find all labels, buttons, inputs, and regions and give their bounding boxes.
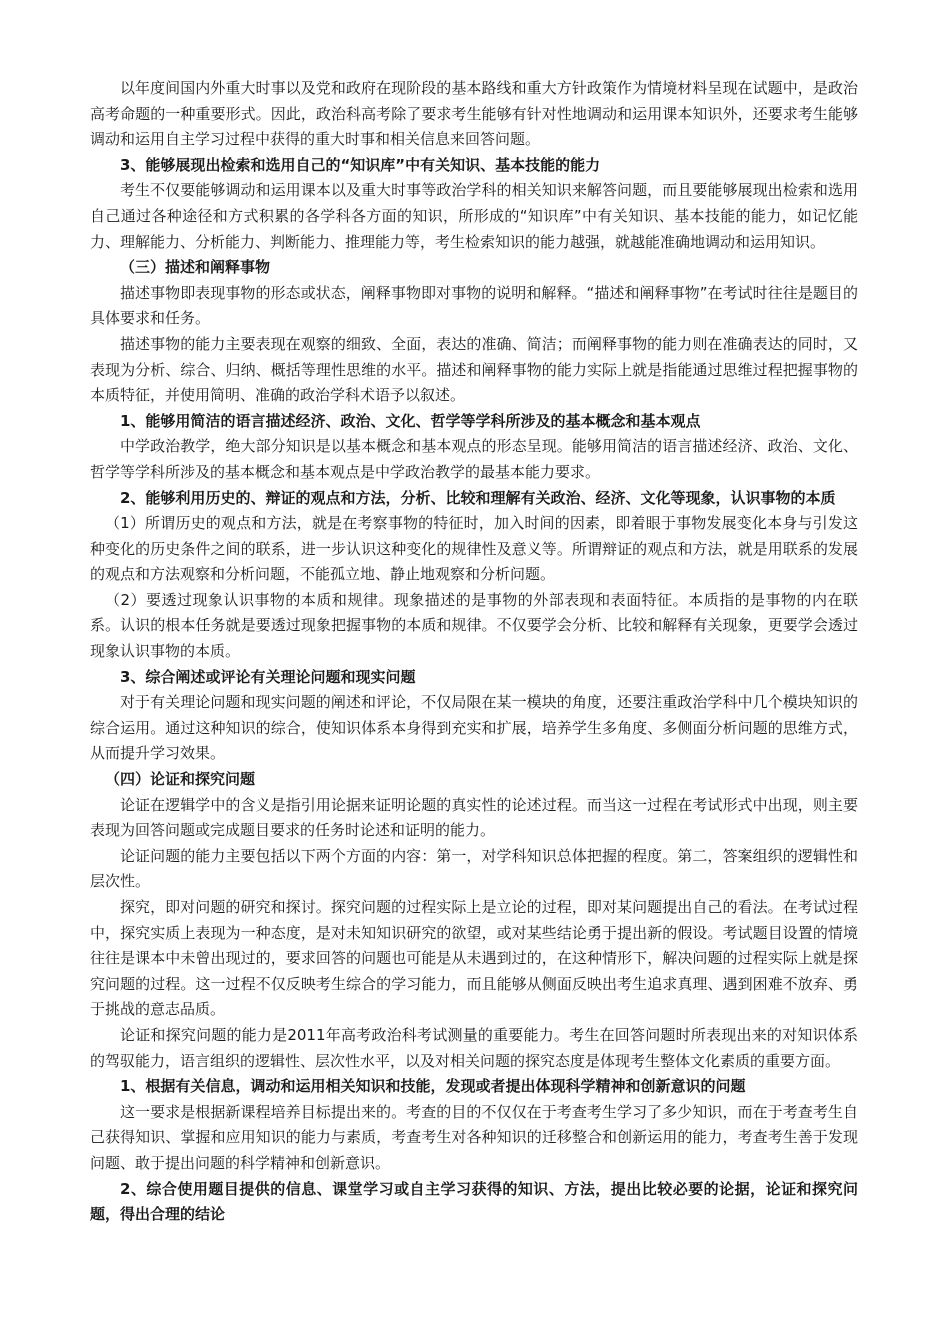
paragraph: 中学政治教学，绝大部分知识是以基本概念和基本观点的形态呈现。能够用简洁的语言描述经济、政治、文化、哲学等学科所涉及的基本概念和基本观点是中学政治教学的最基本能力要求。 [90,437,858,481]
section-heading: （四）论证和探究问题 [105,770,256,789]
paragraph: 考生不仅要能够调动和运用课本以及重大时事等政治学科的相关知识来解答问题，而且要能够展现出检索和选用自己通过各种途径和方式积累的各学科各方面的知识，所形成的“知识库”中有关知识、基本技能的能力，如记忆能力、理解能力、分析能力、判断能力、推理能力等，考生检索知识的能力越强，就越能准确地调动和运用知识。 [90,181,858,251]
paragraph: 探究，即对问题的研究和探讨。探究问题的过程实际上是立论的过程，即对某问题提出自己的看法。在考试过程中，探究实质上表现为一种态度，是对未知知识研究的欲望，或对某些结论勇于提出新的假设。考试题目设置的情境往往是课本中未曾出现过的，要求回答的问题也可能是从未遇到过的，在这种情形下，解决问题的过程实际上就是探究问题的过程。这一过程不仅反映考生综合的学习能力，而且能够从侧面反映出考生追求真理、遇到困难不放弃、勇于挑战的意志品质。 [90,898,858,1019]
paragraph: 论证问题的能力主要包括以下两个方面的内容：第一，对学科知识总体把握的程度。第二，答案组织的逻辑性和层次性。 [90,846,858,891]
subheading: 1、能够用简洁的语言描述经济、政治、文化、哲学等学科所涉及的基本概念和基本观点 [120,411,701,430]
paragraph: 以年度间国内外重大时事以及党和政府在现阶段的基本路线和重大方针政策作为情境材料呈现在试题中，是政治高考命题的一种重要形式。因此，政治科高考除了要求考生能够有针对性地调动和运用课本知识外，还要求考生能够调动和运用自主学习过程中获得的重大时事和相关信息来回答问题。 [90,79,858,149]
document-page [90,76,858,1228]
paragraph: 论证在逻辑学中的含义是指引用论据来证明论题的真实性的论述过程。而当这一过程在考试形式中出现，则主要表现为回答问题或完成题目要求的任务时论述和证明的能力。 [90,795,858,840]
paragraph: 对于有关理论问题和现实问题的阐述和评论，不仅局限在某一模块的角度，还要注重政治学科中几个模块知识的综合运用。通过这种知识的综合，使知识体系本身得到充实和扩展，培养学生多角度、多侧面分析问题的思维方式，从而提升学习效果。 [90,693,858,763]
paragraph: 描述事物的能力主要表现在观察的细致、全面，表达的准确、简洁；而阐释事物的能力则在准确表达的同时，又表现为分析、综合、归纳、概括等理性思维的水平。描述和阐释事物的能力实际上就是指能通过思维过程把握事物的本质特征，并使用简明、准确的政治学科术语予以叙述。 [90,334,858,405]
subheading: 2、综合使用题目提供的信息、课堂学习或自主学习获得的知识、方法，提出比较必要的论据，论证和探究问题，得出合理的结论 [90,1179,858,1224]
paragraph: 这一要求是根据新课程培养目标提出来的。考查的目的不仅仅在于考查考生学习了多少知识，而在于考查考生自己获得知识、掌握和应用知识的能力与素质，考查考生对各种知识的迁移整合和创新运用的能力，考查考生善于发现问题、敢于提出问题的科学精神和创新意识。 [90,1102,858,1172]
paragraph: 论证和探究问题的能力是2011年高考政治科考试测量的重要能力。考生在回答问题时所表现出来的对知识体系的驾驭能力，语言组织的逻辑性、层次性水平，以及对相关问题的探究态度是体现考生整体文化素质的重要方面。 [90,1025,858,1070]
subheading: 2、能够利用历史的、辩证的观点和方法，分析、比较和理解有关政治、经济、文化等现象，认识事物的本质 [120,488,836,507]
subheading: 3、综合阐述或评论有关理论问题和现实问题 [120,667,416,686]
subheading: 3、能够展现出检索和选用自己的“知识库”中有关知识、基本技能的能力 [120,155,601,174]
section-heading: （三）描述和阐释事物 [120,258,271,277]
paragraph: 描述事物即表现事物的形态或状态，阐释事物即对事物的说明和解释。“描述和阐释事物”在考试时往往是题目的具体要求和任务。 [90,283,858,328]
paragraph: （1）所谓历史的观点和方法，就是在考察事物的特征时，加入时间的因素，即着眼于事物发展变化本身与引发这种变化的历史条件之间的联系，进一步认识这种变化的规律性及意义等。所谓辩证的观点和方法，就是用联系的发展的观点和方法观察和分析问题，不能孤立地、静止地观察和分析问题。 [90,514,858,584]
subheading: 1、根据有关信息，调动和运用相关知识和技能，发现或者提出体现科学精神和创新意识的问题 [120,1077,746,1096]
paragraph: （2）要透过现象认识事物的本质和规律。现象描述的是事物的外部表现和表面特征。本质指的是事物的内在联系。认识的根本任务就是要透过现象把握事物的本质和规律。不仅要学会分析、比较和解释有关现象，更要学会透过现象认识事物的本质。 [90,590,858,661]
